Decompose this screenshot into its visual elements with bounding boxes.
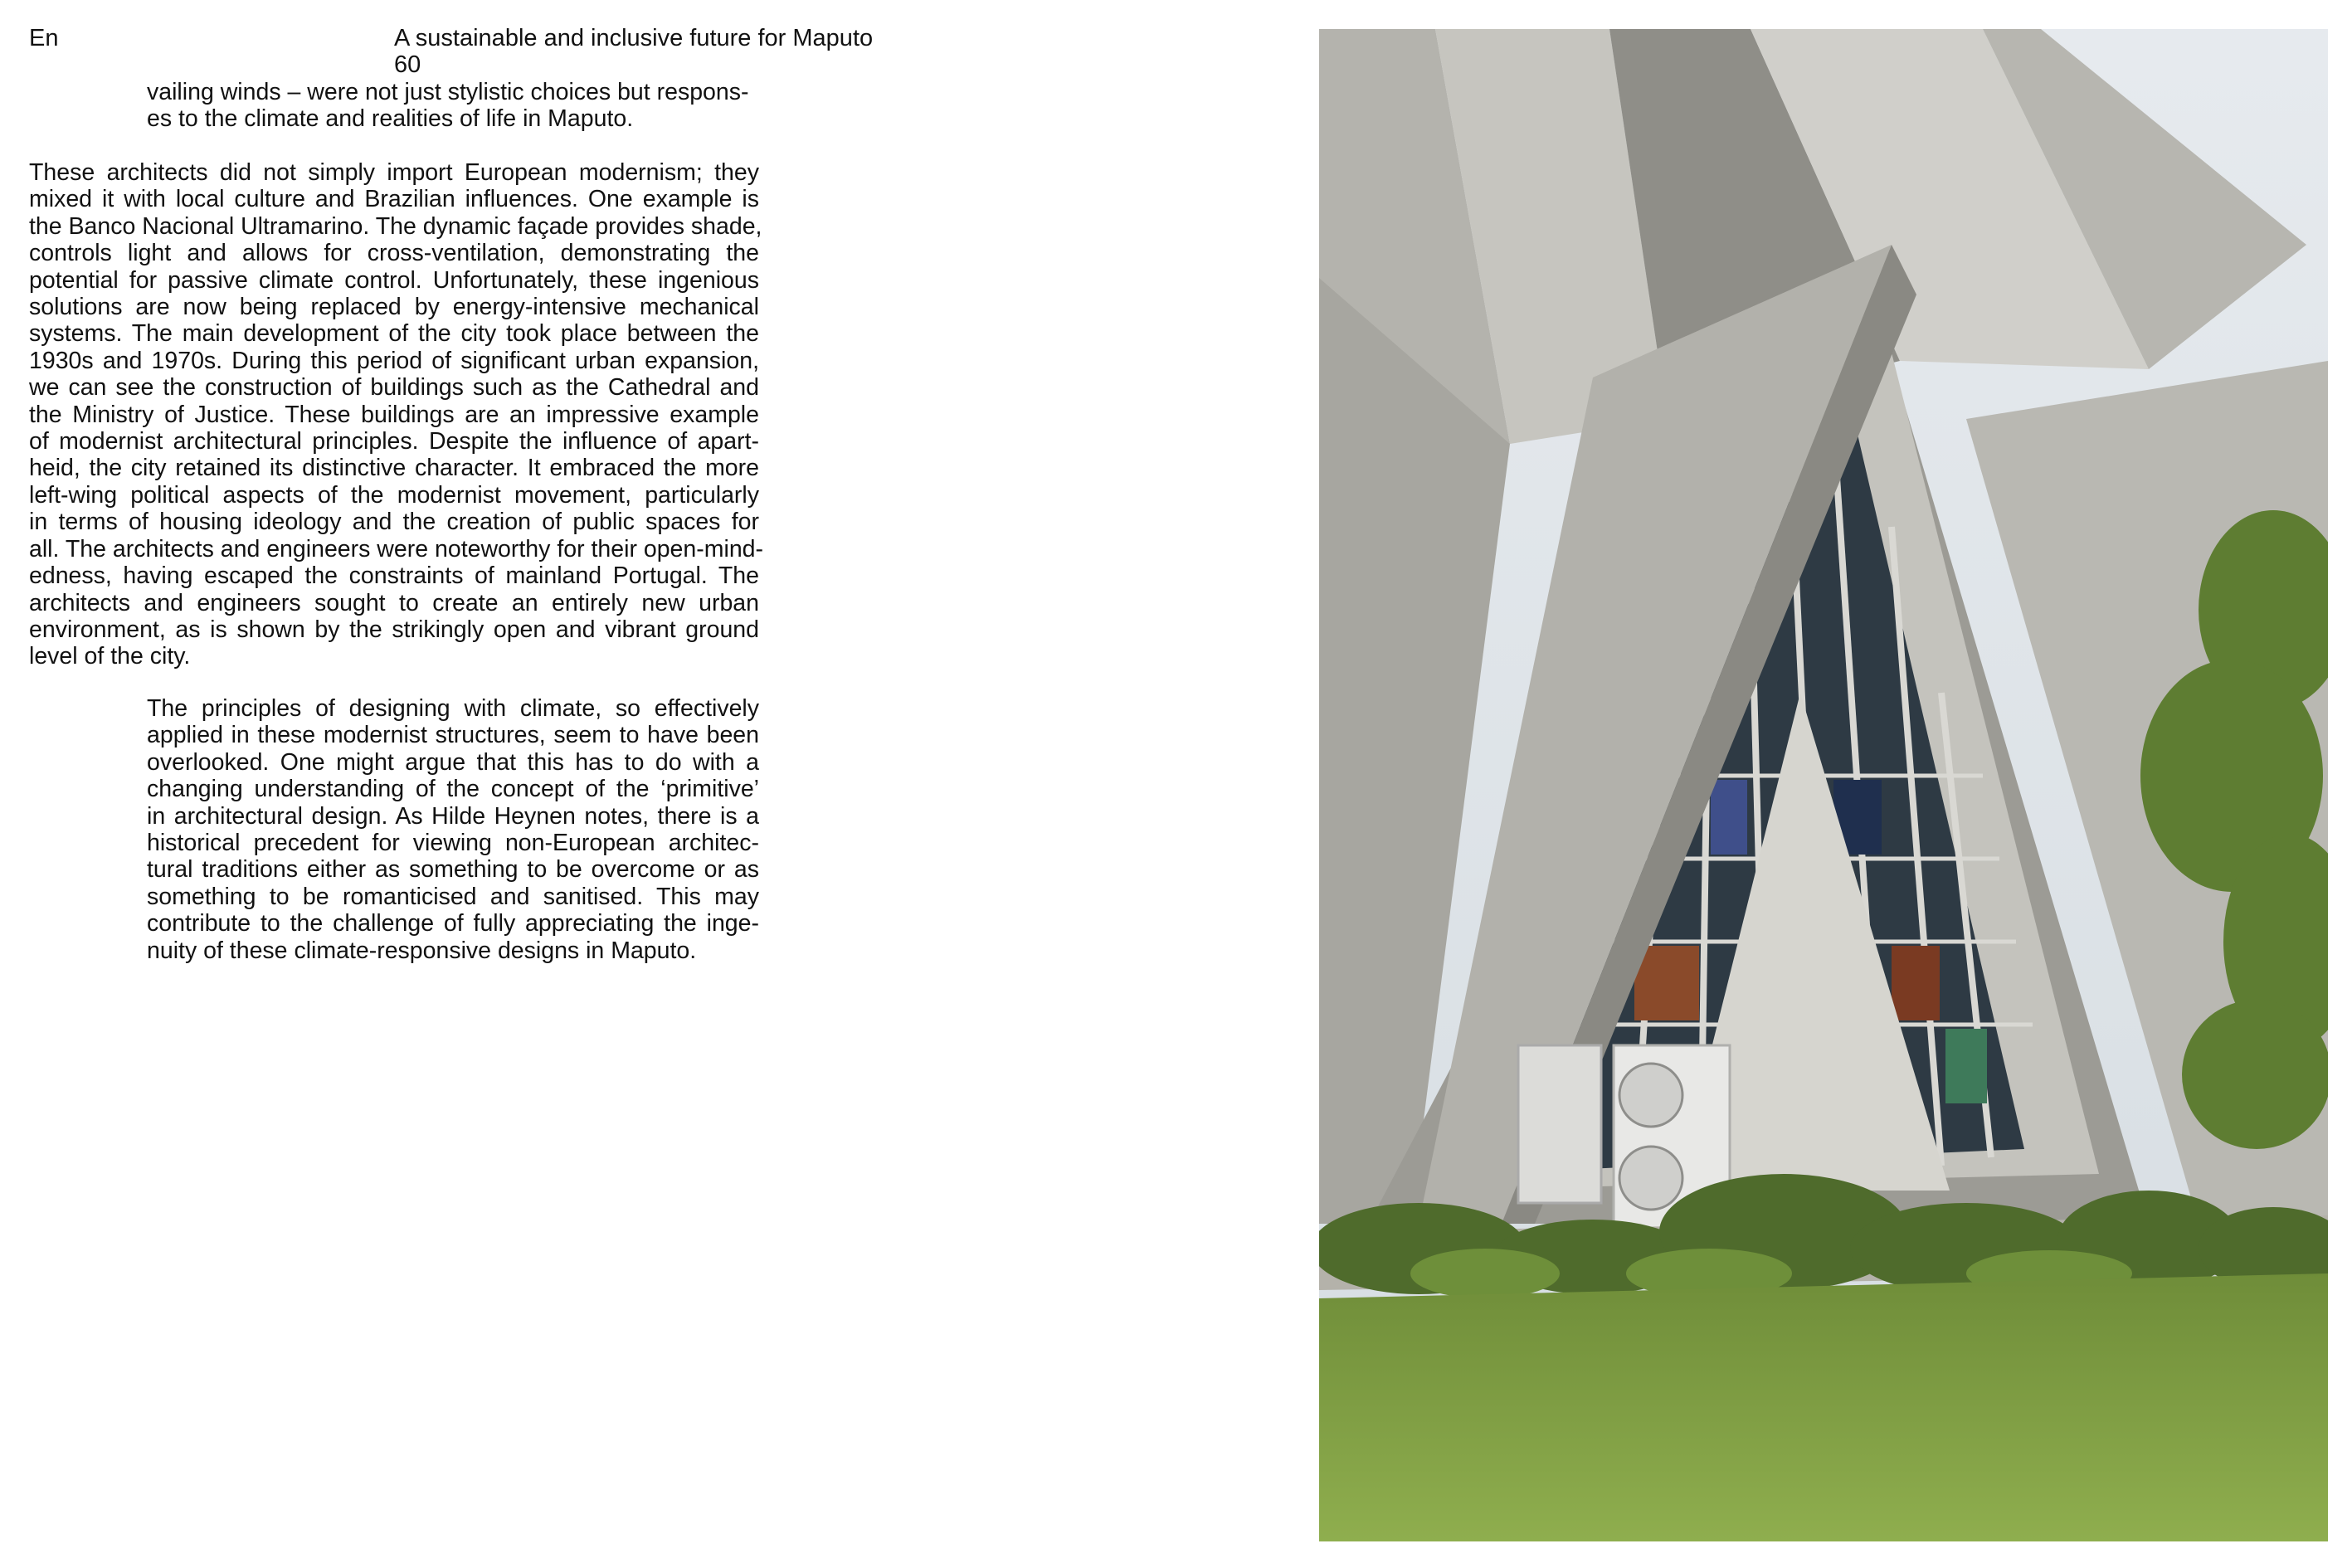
ac-fan [1619,1147,1682,1210]
text-line: These architects did not simply import European modernism; they [29,159,759,186]
cathedral-photo [1319,29,2328,1541]
text-line: environment, as is shown by the strikingly open and vibrant ground [29,616,759,643]
text-line: overlooked. One might argue that this has to do with a [147,748,759,776]
text-line: all. The architects and engineers were noteworthy for their open-mind- [29,535,764,562]
glass-pane [1711,780,1747,855]
text-line: changing understanding of the concept of the ‘primitive’ [147,776,759,803]
text-line: 1930s and 1970s. During this period of significant urban expansion, [29,347,759,374]
text-line: left-wing political aspects of the modernist movement, particularly [29,481,759,509]
text-line: mixed it with local culture and Brazilian influences. One example is [29,186,759,213]
text-line: heid, the city retained its distinctive character. It embraced the more [29,455,759,482]
text-line: potential for passive climate control. Unfortunately, these ingenious [29,266,759,294]
cathedral-photo-illustration [1319,29,2328,1541]
text-line: The principles of designing with climate, so effectively [147,695,759,722]
text-line: tural traditions either as something to be overcome or as [147,856,759,884]
text-line: applied in these modernist structures, seem to have been [147,722,759,749]
text-line: the Ministry of Justice. These buildings are an impressive example [29,401,759,428]
text-line: contribute to the challenge of fully appreciating the inge- [147,910,759,937]
text-line: nuity of these climate-responsive designs in Maputo. [147,937,697,964]
text-line: we can see the construction of buildings such as the Cathedral and [29,374,759,402]
paragraph-principles [147,695,759,964]
ac-fan [1619,1064,1682,1127]
glass-pane [1892,946,1940,1020]
text-line: the Banco Nacional Ultramarino. The dynamic façade provides shade, [29,212,762,240]
lawn [1319,1273,2328,1541]
page-number: 60 [394,51,421,78]
running-head [394,25,873,78]
text-line: in architectural design. As Hilde Heynen notes, there is a [147,802,759,830]
running-title: A sustainable and inclusive future for Maputo [394,25,874,51]
text-line: in terms of housing ideology and the creation of public spaces for [29,509,759,536]
text-line: something to be romanticised and sanitised. This may [147,883,759,910]
ac-unit [1518,1045,1601,1203]
language-marker: En [29,25,59,51]
text-line: of modernist architectural principles. Despite the influence of apart- [29,428,759,455]
text-line: es to the climate and realities of life in Maputo. [147,105,634,133]
text-line: level of the city. [29,643,191,670]
text-line: solutions are now being replaced by energy-intensive mechanical [29,294,759,321]
text-line: architects and engineers sought to create an entirely new urban [29,589,759,616]
paragraph-architects [29,159,764,670]
paragraph-continuation [147,79,759,133]
text-line: historical precedent for viewing non-European architec- [147,830,759,857]
glass-pane [1945,1029,1987,1103]
text-line: vailing winds – were not just stylistic choices but respons- [147,79,749,105]
text-line: controls light and allows for cross-ventilation, demonstrating the [29,240,759,267]
text-line: edness, having escaped the constraints of mainland Portugal. The [29,562,759,590]
text-line: systems. The main development of the city took place between the [29,320,759,348]
